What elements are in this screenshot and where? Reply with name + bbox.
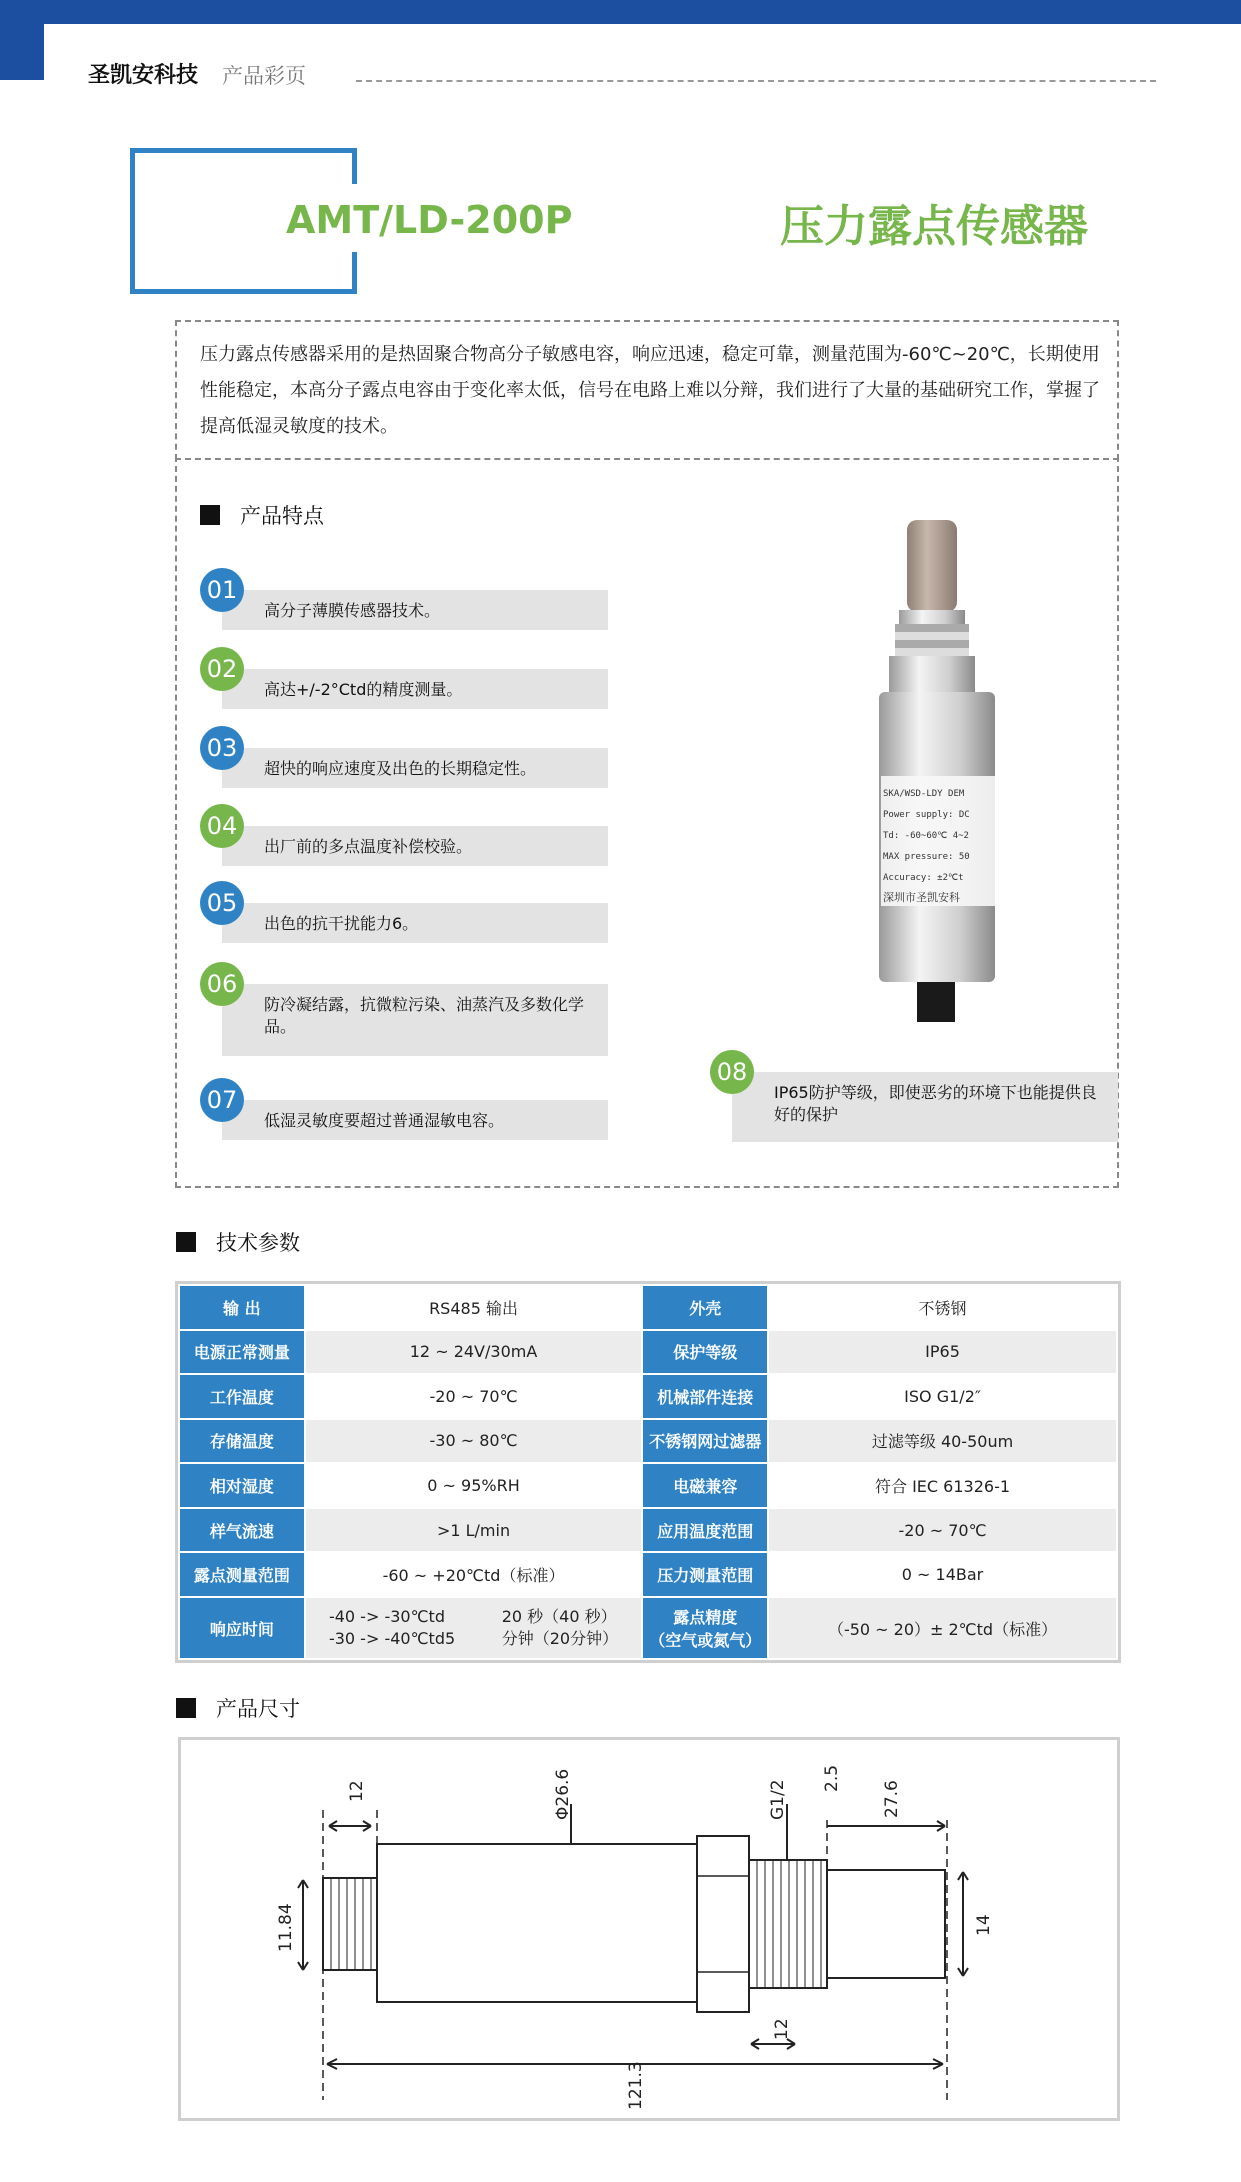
feature-number: 03 [200, 726, 244, 770]
spec-key: 外壳 [642, 1285, 768, 1330]
catalog-label: 产品彩页 [222, 64, 306, 88]
spec-key: 存储温度 [179, 1419, 305, 1464]
hex-nut [889, 656, 975, 692]
feature-number: 02 [200, 647, 244, 691]
label-line-1: SKA/WSD-LDY DEM [883, 789, 965, 799]
spec-key-accuracy [642, 1597, 768, 1659]
dim-11-84: 11.84 [276, 1903, 296, 1952]
feature-text: 高达+/-2°Ctd的精度测量。 [264, 680, 463, 699]
feature-text: 超快的响应速度及出色的长期稳定性。 [264, 759, 537, 778]
feature-number: 04 [200, 804, 244, 848]
sensor-tip [827, 1870, 945, 1978]
spec-value: 符合 IEC 61326-1 [768, 1463, 1117, 1508]
feature-number: 01 [200, 568, 244, 612]
table-row [179, 1552, 1117, 1597]
spec-key: 露点测量范围 [179, 1552, 305, 1597]
main-body [377, 1844, 697, 2002]
dim-thread: G1/2 [768, 1779, 788, 1820]
label-line-4: MAX pressure: 50 [883, 852, 970, 862]
spec-value: 0 ~ 14Bar [768, 1552, 1117, 1597]
dims-heading [176, 1693, 300, 1723]
product-name: 压力露点传感器 [780, 201, 1088, 252]
feature-text: 低湿灵敏度要超过普通湿敏电容。 [264, 1111, 505, 1130]
spec-key: 工作温度 [179, 1374, 305, 1419]
dim-27-6: 27.6 [882, 1780, 902, 1818]
spec-value: 0 ~ 95%RH [305, 1463, 643, 1508]
spec-table [175, 1281, 1121, 1663]
label-line-3: Td: -60~60℃ 4~2 [883, 831, 969, 841]
accuracy-label-2: （空气或氮气） [649, 1631, 762, 1650]
feature-text: 出厂前的多点温度补偿校验。 [264, 837, 473, 856]
dim-2-5: 2.5 [822, 1764, 842, 1792]
spec-key: 输 出 [179, 1285, 305, 1330]
features-title: 产品特点 [240, 504, 324, 528]
intro-text: 压力露点传感器采用的是热固聚合物高分子敏感电容，响应迅速，稳定可靠，测量范围为-60℃~20℃，长期使用性能稳定，本高分子露点电容由于变化率太低，信号在电路上难以分辩，我们进行了大量的基础研究工作，掌握了提高低湿灵敏度的技术。 [200, 344, 1100, 437]
table-row [179, 1374, 1117, 1419]
g-thread [749, 1860, 827, 1988]
table-row [179, 1285, 1117, 1330]
spec-value: RS485 输出 [305, 1285, 643, 1330]
feature-number: 07 [200, 1078, 244, 1122]
spec-key: 应用温度范围 [642, 1508, 768, 1553]
spec-value: >1 L/min [305, 1508, 643, 1553]
section-square-icon [176, 1698, 196, 1718]
feature-number: 06 [200, 962, 244, 1006]
dim-12-left: 12 [347, 1780, 367, 1802]
feature-text: 出色的抗干扰能力6。 [264, 914, 419, 933]
cable [917, 982, 955, 1022]
dims-title: 产品尺寸 [216, 1697, 300, 1721]
sensor-photo [865, 514, 1015, 1024]
response-range-1: -40 -> -30℃td [328, 1607, 445, 1626]
title-frame-right-top [352, 148, 357, 184]
label-line-2: Power supply: DC [883, 810, 970, 820]
filter-element [907, 520, 957, 612]
spec-value: 不锈钢 [768, 1285, 1117, 1330]
dim-total-length: 121.3 [626, 2061, 646, 2110]
spec-value: ISO G1/2″ [768, 1374, 1117, 1419]
hex-nut [697, 1836, 749, 2012]
feature-text: IP65防护等级，即使恶劣的环境下也能提供良好的保护 [774, 1083, 1097, 1124]
spec-key: 压力测量范围 [642, 1552, 768, 1597]
table-row [179, 1419, 1117, 1464]
spec-value: 过滤等级 40-50um [768, 1419, 1117, 1464]
spec-value: 12 ~ 24V/30mA [305, 1330, 643, 1375]
label-line-6: 深圳市圣凯安科 [883, 891, 960, 904]
response-range-2: -30 -> -40℃td5 [328, 1629, 456, 1648]
spec-key: 样气流速 [179, 1508, 305, 1553]
spec-value: -20 ~ 70℃ [305, 1374, 643, 1419]
spec-key: 电源正常测量 [179, 1330, 305, 1375]
dim-14: 14 [974, 1914, 994, 1936]
response-time-2: 分钟（20分钟） [501, 1629, 619, 1648]
title-frame-right-bottom [352, 252, 357, 289]
spec-value: -60 ~ +20℃td（标准） [305, 1552, 643, 1597]
features-heading [200, 500, 324, 530]
feature-text: 防冷凝结露，抗微粒污染、油蒸汽及多数化学品。 [264, 995, 585, 1036]
feature-number: 05 [200, 881, 244, 925]
spec-value-response [305, 1597, 643, 1659]
top-accent-bar [0, 0, 1241, 24]
response-time-1: 20 秒（40 秒） [501, 1607, 617, 1626]
spec-key: 电磁兼容 [642, 1463, 768, 1508]
dimension-drawing-box [178, 1737, 1120, 2121]
header-divider [356, 80, 1156, 82]
feature-number: 08 [710, 1050, 754, 1094]
spec-key: 相对湿度 [179, 1463, 305, 1508]
specs-title: 技术参数 [216, 1231, 300, 1255]
spec-value: IP65 [768, 1330, 1117, 1375]
table-row [179, 1463, 1117, 1508]
spec-value: -20 ~ 70℃ [768, 1508, 1117, 1553]
spec-key: 不锈钢网过滤器 [642, 1419, 768, 1464]
specs-heading [176, 1227, 300, 1257]
accuracy-label-1: 露点精度 [673, 1608, 738, 1627]
spec-key: 响应时间 [179, 1597, 305, 1659]
spec-key: 机械部件连接 [642, 1374, 768, 1419]
brand-name: 圣凯安科技 [88, 63, 199, 88]
feature-text: 高分子薄膜传感器技术。 [264, 601, 441, 620]
table-row [179, 1597, 1117, 1659]
section-square-icon [176, 1232, 196, 1252]
dimension-drawing [181, 1740, 1117, 2118]
table-row [179, 1508, 1117, 1553]
spec-value: （-50 ~ 20）± 2℃td（标准） [768, 1597, 1117, 1659]
label-line-5: Accuracy: ±2℃t [883, 873, 964, 883]
table-row [179, 1330, 1117, 1375]
dim-diameter: Φ26.6 [553, 1768, 573, 1820]
section-square-icon [200, 505, 220, 525]
product-model: AMT/LD-200P [286, 198, 573, 242]
spec-key: 保护等级 [642, 1330, 768, 1375]
dim-12-bottom: 12 [772, 2018, 792, 2040]
spec-value: -30 ~ 80℃ [305, 1419, 643, 1464]
top-corner-block [0, 0, 44, 80]
